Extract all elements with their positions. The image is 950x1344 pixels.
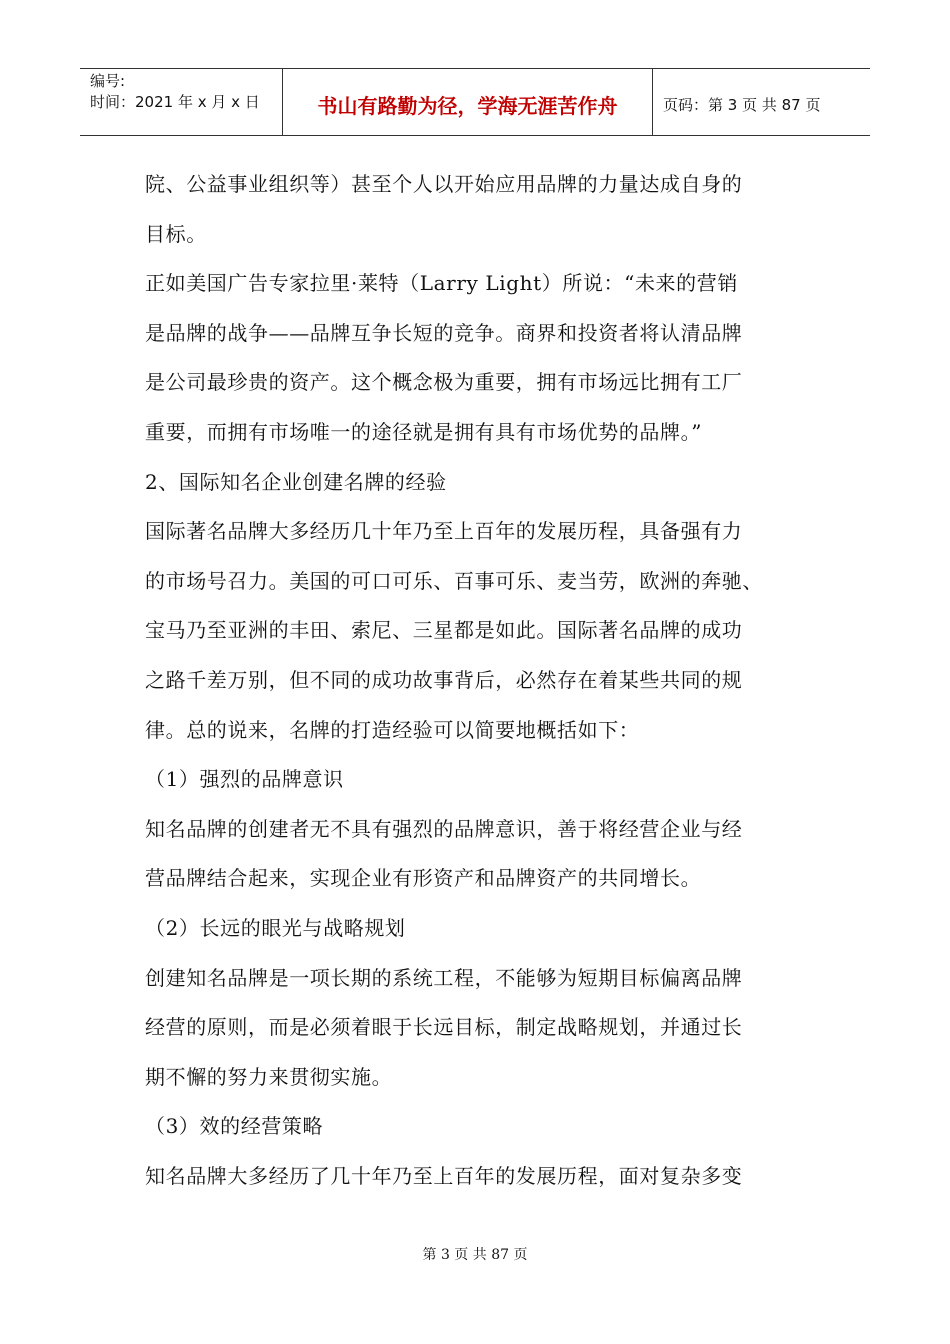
text-line: 是公司最珍贵的资产。这个概念极为重要，拥有市场远比拥有工厂 [145,370,743,395]
text-line: 目标。 [145,221,207,246]
document-body [145,160,810,1201]
text-line: 重要，而拥有市场唯一的途径就是拥有具有市场优势的品牌。” [145,419,703,444]
document-number-label: 编号: [90,72,126,90]
text-line: 国际著名品牌大多经历几十年乃至上百年的发展历程，具备强有力 [145,519,743,544]
header-motto: 书山有路勤为径，学海无涯苦作舟 [283,69,653,135]
page-header [80,68,870,136]
text-line: 知名品牌大多经历了几十年乃至上百年的发展历程，面对复杂多变 [145,1163,743,1188]
header-page-info: 页码：第 3 页 共 87 页 [663,95,821,114]
text-line: 是品牌的战争——品牌互争长短的竞争。商界和投资者将认清品牌 [145,320,743,345]
text-line: 院、公益事业组织等）甚至个人以开始应用品牌的力量达成自身的 [145,172,743,196]
text-line: 正如美国广告专家拉里·莱特（Larry Light）所说：“未来的营销 [145,271,738,296]
text-line: 营品牌结合起来，实现企业有形资产和品牌资产的共同增长。 [145,866,702,891]
header-meta [80,69,283,135]
page-footer: 第 3 页 共 87 页 [422,1247,528,1263]
text-line: 创建知名品牌是一项长期的系统工程，不能够为短期目标偏离品牌 [145,965,743,990]
subsection-heading: （1）强烈的品牌意识 [145,767,344,792]
text-line: 之路千差万别，但不同的成功故事背后，必然存在着某些共同的规 [145,667,743,692]
text-line: 的市场号召力。美国的可口可乐、百事可乐、麦当劳，欧洲的奔驰、 [145,568,763,593]
subsection-heading: （2）长远的眼光与战略规划 [145,915,406,940]
text-line: 律。总的说来，名牌的打造经验可以简要地概括如下： [145,717,640,742]
document-time-label: 时间：2021 年 x 月 x 日 [90,93,260,111]
section-heading: 2、国际知名企业创建名牌的经验 [145,469,447,494]
text-line: 经营的原则，而是必须着眼于长远目标，制定战略规划，并通过长 [145,1015,743,1040]
subsection-heading: （3）效的经营策略 [145,1114,324,1139]
text-line: 宝马乃至亚洲的丰田、索尼、三星都是如此。国际著名品牌的成功 [145,618,743,643]
text-line: 期不懈的努力来贯彻实施。 [145,1064,393,1089]
text-line: 知名品牌的创建者无不具有强烈的品牌意识，善于将经营企业与经 [145,816,743,841]
